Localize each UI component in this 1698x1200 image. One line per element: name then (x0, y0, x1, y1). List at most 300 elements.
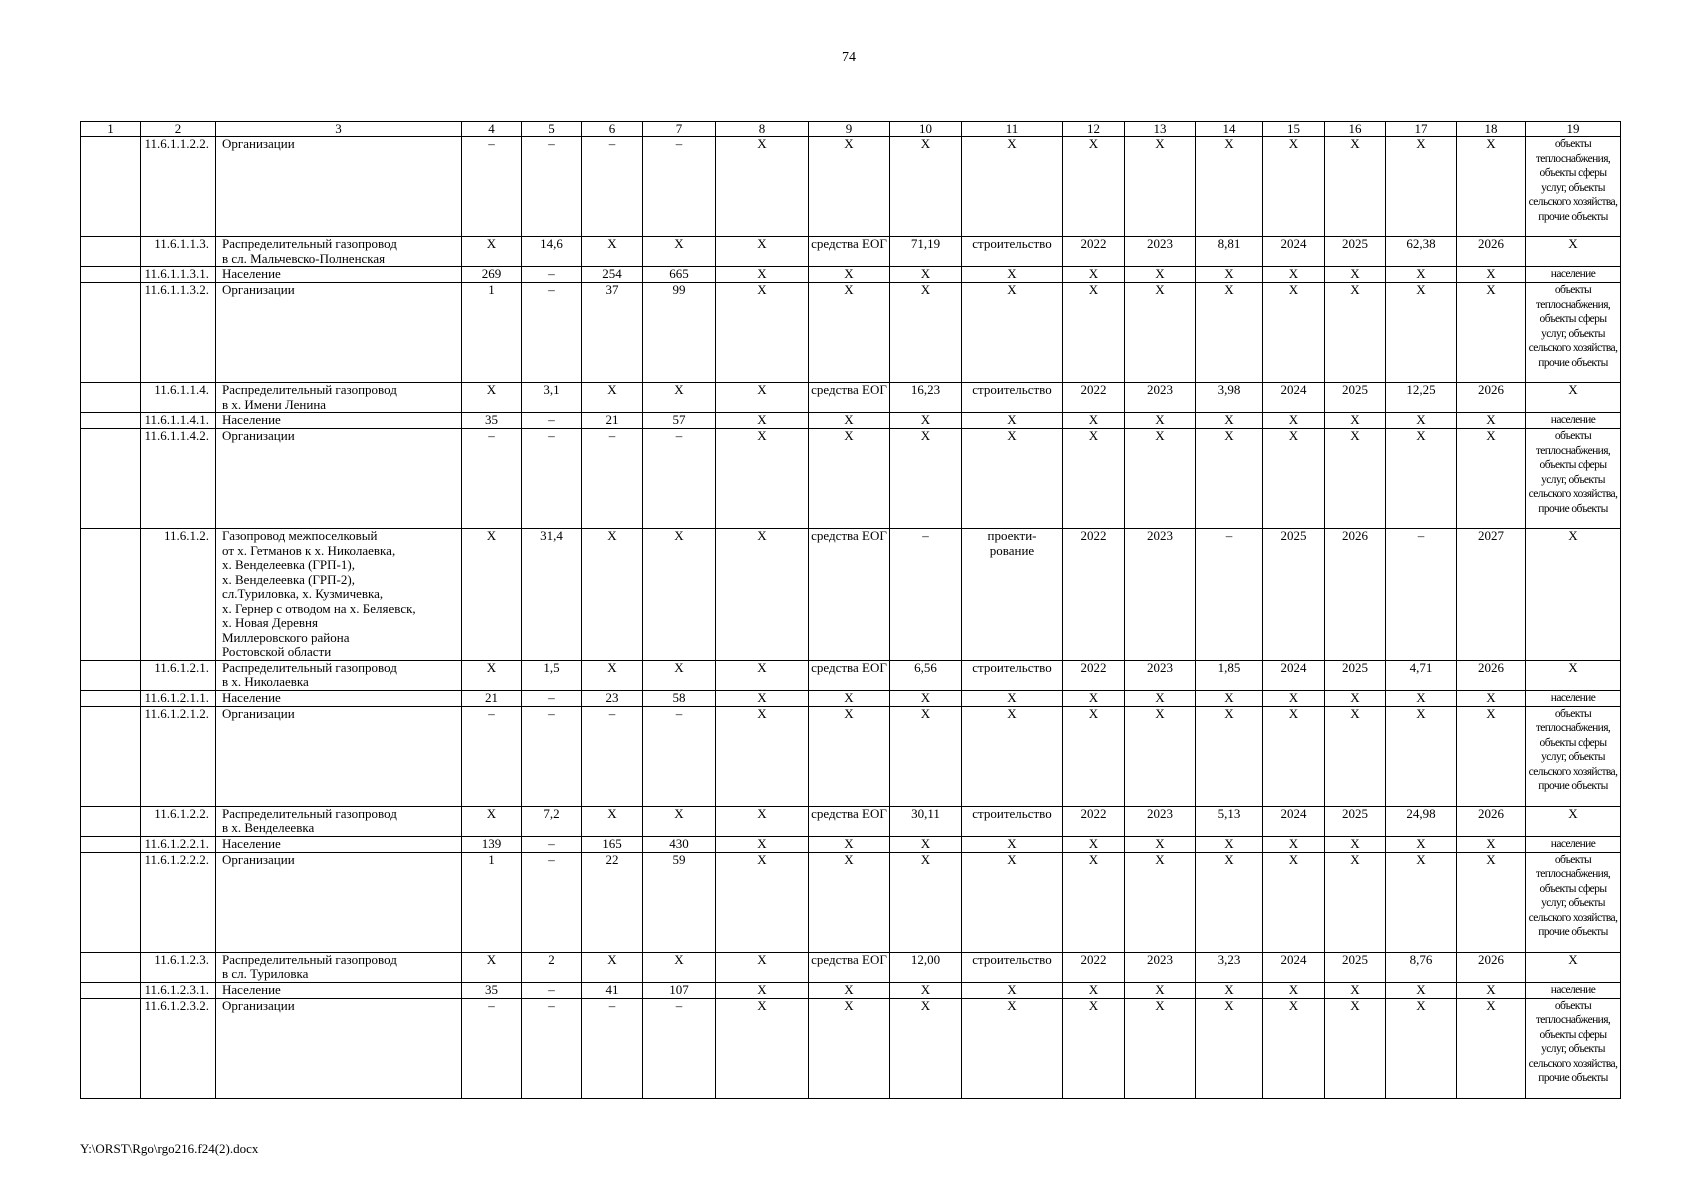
table-cell-col1 (81, 529, 141, 661)
table-cell-col12: Х (1063, 429, 1125, 529)
table-cell-col9: Х (809, 706, 890, 806)
table-cell-col16: Х (1325, 836, 1386, 852)
table-cell-col16: 2025 (1325, 237, 1386, 267)
table-cell-col14: Х (1196, 413, 1263, 429)
table-cell-col13: Х (1125, 429, 1196, 529)
table-cell-col15: Х (1263, 137, 1325, 237)
table-cell-col18: Х (1457, 852, 1526, 952)
table-cell-col15: Х (1263, 852, 1325, 952)
table-cell-col4: 269 (462, 267, 522, 283)
table-row (81, 237, 1621, 267)
table-row (81, 660, 1621, 690)
table-cell-col16: Х (1325, 283, 1386, 383)
table-cell-col2: 11.6.1.2.1. (141, 660, 216, 690)
table-cell-col1 (81, 690, 141, 706)
table-cell-col17: Х (1386, 836, 1457, 852)
header-cell-col18: 18 (1457, 122, 1526, 137)
table-cell-col4: – (462, 706, 522, 806)
table-cell-col19: Х (1526, 952, 1621, 982)
table-cell-col14: 3,98 (1196, 383, 1263, 413)
table-cell-col17: 4,71 (1386, 660, 1457, 690)
table-cell-col15: Х (1263, 413, 1325, 429)
table-cell-col2: 11.6.1.2.3. (141, 952, 216, 982)
table-cell-col16: 2025 (1325, 660, 1386, 690)
table-cell-col10: Х (890, 137, 962, 237)
table-cell-col10: 30,11 (890, 806, 962, 836)
table-cell-col3: Население (216, 982, 462, 998)
table-cell-col8: Х (716, 952, 809, 982)
header-cell-col14: 14 (1196, 122, 1263, 137)
table-cell-col1 (81, 852, 141, 952)
table-cell-col11: Х (962, 982, 1063, 998)
table-cell-col13: 2023 (1125, 660, 1196, 690)
table-cell-col13: Х (1125, 283, 1196, 383)
table-cell-col11: строительство (962, 237, 1063, 267)
table-cell-col10: Х (890, 690, 962, 706)
table-cell-col3: Организации (216, 706, 462, 806)
table-cell-col7: Х (643, 806, 716, 836)
table-cell-col17: 24,98 (1386, 806, 1457, 836)
table-cell-col12: 2022 (1063, 383, 1125, 413)
table-cell-col12: Х (1063, 283, 1125, 383)
table-cell-col2: 11.6.1.2.1.1. (141, 690, 216, 706)
table-cell-col4: Х (462, 237, 522, 267)
table-cell-col5: – (522, 690, 582, 706)
table-cell-col6: 41 (582, 982, 643, 998)
table-cell-col16: Х (1325, 852, 1386, 952)
table-cell-col3: Население (216, 413, 462, 429)
table-cell-col4: Х (462, 383, 522, 413)
table-cell-col19: объекты теплоснабжения, объекты сферы услуг, объекты сельского хозяйства, прочие объекты (1526, 998, 1621, 1098)
table-cell-col1 (81, 429, 141, 529)
table-cell-col17: Х (1386, 852, 1457, 952)
table-cell-col13: Х (1125, 852, 1196, 952)
table-cell-col15: 2025 (1263, 529, 1325, 661)
table-cell-col14: Х (1196, 267, 1263, 283)
table-cell-col10: Х (890, 706, 962, 806)
table-cell-col12: 2022 (1063, 529, 1125, 661)
table-cell-col6: Х (582, 806, 643, 836)
table-cell-col18: Х (1457, 429, 1526, 529)
table-cell-col2: 11.6.1.2.2.2. (141, 852, 216, 952)
table-cell-col11: Х (962, 137, 1063, 237)
table-row (81, 706, 1621, 806)
table-cell-col9: средства ЕОГ (809, 237, 890, 267)
table-cell-col19: население (1526, 836, 1621, 852)
table-cell-col11: проекти- рование (962, 529, 1063, 661)
table-cell-col14: Х (1196, 852, 1263, 952)
table-cell-col8: Х (716, 706, 809, 806)
table-cell-col13: Х (1125, 706, 1196, 806)
table-cell-col3: Организации (216, 998, 462, 1098)
table-cell-col9: средства ЕОГ (809, 383, 890, 413)
table-cell-col15: Х (1263, 283, 1325, 383)
table-cell-col7: Х (643, 383, 716, 413)
header-cell-col16: 16 (1325, 122, 1386, 137)
table-row (81, 806, 1621, 836)
table-cell-col8: Х (716, 283, 809, 383)
table-cell-col6: 22 (582, 852, 643, 952)
table-cell-col7: 57 (643, 413, 716, 429)
table-cell-col6: Х (582, 660, 643, 690)
table-cell-col16: Х (1325, 413, 1386, 429)
table-cell-col1 (81, 998, 141, 1098)
table-cell-col11: строительство (962, 660, 1063, 690)
table-cell-col15: Х (1263, 836, 1325, 852)
table-cell-col11: Х (962, 706, 1063, 806)
table-cell-col7: 58 (643, 690, 716, 706)
table-cell-col19: Х (1526, 660, 1621, 690)
table-cell-col16: 2025 (1325, 952, 1386, 982)
table-cell-col18: 2026 (1457, 806, 1526, 836)
table-row (81, 383, 1621, 413)
table-cell-col3: Население (216, 836, 462, 852)
table-cell-col1 (81, 137, 141, 237)
table-cell-col15: Х (1263, 998, 1325, 1098)
table-row (81, 998, 1621, 1098)
table-cell-col14: Х (1196, 998, 1263, 1098)
table-cell-col5: – (522, 137, 582, 237)
table-cell-col7: 99 (643, 283, 716, 383)
table-cell-col7: Х (643, 237, 716, 267)
table-cell-col8: Х (716, 529, 809, 661)
table-cell-col5: – (522, 413, 582, 429)
table-cell-col14: Х (1196, 690, 1263, 706)
table-cell-col7: 665 (643, 267, 716, 283)
table-cell-col12: 2022 (1063, 952, 1125, 982)
table-cell-col6: Х (582, 237, 643, 267)
table-cell-col12: 2022 (1063, 806, 1125, 836)
table-cell-col4: Х (462, 806, 522, 836)
table-cell-col11: Х (962, 998, 1063, 1098)
table-cell-col12: Х (1063, 998, 1125, 1098)
table-cell-col5: 31,4 (522, 529, 582, 661)
table-cell-col19: население (1526, 690, 1621, 706)
header-cell-col17: 17 (1386, 122, 1457, 137)
table-cell-col8: Х (716, 690, 809, 706)
table-cell-col2: 11.6.1.2.2. (141, 806, 216, 836)
table-cell-col7: 107 (643, 982, 716, 998)
table-cell-col3: Население (216, 267, 462, 283)
table-cell-col16: Х (1325, 137, 1386, 237)
table-cell-col16: Х (1325, 706, 1386, 806)
table-cell-col11: Х (962, 283, 1063, 383)
table-cell-col13: Х (1125, 413, 1196, 429)
table-cell-col4: – (462, 429, 522, 529)
data-table (80, 121, 1621, 1099)
header-cell-col2: 2 (141, 122, 216, 137)
table-cell-col7: – (643, 429, 716, 529)
table-cell-col2: 11.6.1.1.4.2. (141, 429, 216, 529)
table-cell-col16: Х (1325, 429, 1386, 529)
table-cell-col16: Х (1325, 690, 1386, 706)
table-row (81, 413, 1621, 429)
table-cell-col9: Х (809, 852, 890, 952)
table-cell-col2: 11.6.1.1.2.2. (141, 137, 216, 237)
table-cell-col5: 2 (522, 952, 582, 982)
table-cell-col13: Х (1125, 267, 1196, 283)
table-cell-col6: – (582, 706, 643, 806)
table-row (81, 982, 1621, 998)
table-cell-col13: Х (1125, 998, 1196, 1098)
table-cell-col17: Х (1386, 283, 1457, 383)
table-cell-col1 (81, 706, 141, 806)
table-cell-col3: Распределительный газопровод в сл. Мальчевско-Полненская (216, 237, 462, 267)
table-cell-col10: 12,00 (890, 952, 962, 982)
table-cell-col6: 21 (582, 413, 643, 429)
table-cell-col17: Х (1386, 137, 1457, 237)
table-cell-col17: Х (1386, 413, 1457, 429)
table-cell-col11: строительство (962, 383, 1063, 413)
table-row (81, 852, 1621, 952)
table-cell-col4: 139 (462, 836, 522, 852)
header-cell-col7: 7 (643, 122, 716, 137)
table-cell-col18: Х (1457, 283, 1526, 383)
table-cell-col10: Х (890, 998, 962, 1098)
table-cell-col17: Х (1386, 267, 1457, 283)
table-cell-col3: Распределительный газопровод в х. Венделеевка (216, 806, 462, 836)
table-cell-col3: Распределительный газопровод в сл. Туриловка (216, 952, 462, 982)
header-cell-col19: 19 (1526, 122, 1621, 137)
table-cell-col16: Х (1325, 982, 1386, 998)
table-cell-col12: Х (1063, 982, 1125, 998)
table-cell-col3: Организации (216, 137, 462, 237)
table-cell-col1 (81, 283, 141, 383)
table-cell-col2: 11.6.1.2. (141, 529, 216, 661)
table-cell-col19: объекты теплоснабжения, объекты сферы услуг, объекты сельского хозяйства, прочие объекты (1526, 283, 1621, 383)
table-cell-col17: 62,38 (1386, 237, 1457, 267)
table-cell-col14: 3,23 (1196, 952, 1263, 982)
header-cell-col3: 3 (216, 122, 462, 137)
table-cell-col9: Х (809, 836, 890, 852)
header-cell-col13: 13 (1125, 122, 1196, 137)
header-cell-col4: 4 (462, 122, 522, 137)
table-cell-col1 (81, 237, 141, 267)
table-cell-col13: 2023 (1125, 237, 1196, 267)
table-cell-col9: Х (809, 690, 890, 706)
table-cell-col19: население (1526, 267, 1621, 283)
table-cell-col7: – (643, 137, 716, 237)
header-cell-col8: 8 (716, 122, 809, 137)
table-cell-col17: Х (1386, 690, 1457, 706)
table-row (81, 690, 1621, 706)
table-cell-col3: Организации (216, 852, 462, 952)
table-cell-col3: Организации (216, 429, 462, 529)
table-cell-col18: Х (1457, 413, 1526, 429)
table-cell-col18: 2027 (1457, 529, 1526, 661)
table-cell-col12: Х (1063, 690, 1125, 706)
table-cell-col4: 1 (462, 852, 522, 952)
table-row (81, 137, 1621, 237)
table-cell-col14: Х (1196, 283, 1263, 383)
table-cell-col10: Х (890, 836, 962, 852)
table-cell-col13: 2023 (1125, 383, 1196, 413)
table-cell-col2: 11.6.1.1.4.1. (141, 413, 216, 429)
table-cell-col17: – (1386, 529, 1457, 661)
table-cell-col14: Х (1196, 137, 1263, 237)
table-cell-col12: Х (1063, 413, 1125, 429)
table-cell-col19: объекты теплоснабжения, объекты сферы услуг, объекты сельского хозяйства, прочие объекты (1526, 852, 1621, 952)
table-cell-col8: Х (716, 836, 809, 852)
table-cell-col5: – (522, 429, 582, 529)
table-cell-col18: Х (1457, 998, 1526, 1098)
table-cell-col15: 2024 (1263, 237, 1325, 267)
table-cell-col13: Х (1125, 982, 1196, 998)
table-cell-col16: 2026 (1325, 529, 1386, 661)
table-cell-col2: 11.6.1.1.3.2. (141, 283, 216, 383)
table-cell-col19: население (1526, 413, 1621, 429)
table-cell-col13: 2023 (1125, 806, 1196, 836)
table-cell-col7: 430 (643, 836, 716, 852)
table-cell-col5: – (522, 283, 582, 383)
table-cell-col15: 2024 (1263, 806, 1325, 836)
table-cell-col13: Х (1125, 690, 1196, 706)
table-cell-col19: объекты теплоснабжения, объекты сферы услуг, объекты сельского хозяйства, прочие объекты (1526, 706, 1621, 806)
table-cell-col9: средства ЕОГ (809, 660, 890, 690)
table-cell-col18: 2026 (1457, 237, 1526, 267)
table-cell-col12: Х (1063, 137, 1125, 237)
table-cell-col5: 14,6 (522, 237, 582, 267)
table-row (81, 429, 1621, 529)
table-cell-col2: 11.6.1.2.2.1. (141, 836, 216, 852)
table-cell-col9: Х (809, 413, 890, 429)
table-cell-col6: Х (582, 529, 643, 661)
table-cell-col1 (81, 806, 141, 836)
table-cell-col10: Х (890, 982, 962, 998)
table-cell-col5: – (522, 836, 582, 852)
header-cell-col10: 10 (890, 122, 962, 137)
header-cell-col1: 1 (81, 122, 141, 137)
table-cell-col10: Х (890, 852, 962, 952)
table-row (81, 283, 1621, 383)
table-cell-col15: 2024 (1263, 660, 1325, 690)
table-cell-col18: 2026 (1457, 383, 1526, 413)
table-cell-col7: – (643, 998, 716, 1098)
table-cell-col18: Х (1457, 982, 1526, 998)
table-cell-col2: 11.6.1.1.4. (141, 383, 216, 413)
table-cell-col10: Х (890, 429, 962, 529)
table-cell-col19: объекты теплоснабжения, объекты сферы услуг, объекты сельского хозяйства, прочие объекты (1526, 137, 1621, 237)
table-cell-col6: 23 (582, 690, 643, 706)
table-cell-col13: Х (1125, 836, 1196, 852)
table-cell-col5: – (522, 998, 582, 1098)
table-cell-col17: Х (1386, 998, 1457, 1098)
table-cell-col13: 2023 (1125, 529, 1196, 661)
table-cell-col8: Х (716, 660, 809, 690)
table-cell-col19: Х (1526, 237, 1621, 267)
table-cell-col7: – (643, 706, 716, 806)
table-cell-col17: 8,76 (1386, 952, 1457, 982)
table-row (81, 952, 1621, 982)
header-cell-col5: 5 (522, 122, 582, 137)
table-cell-col1 (81, 660, 141, 690)
table-cell-col11: Х (962, 690, 1063, 706)
table-cell-col9: Х (809, 137, 890, 237)
table-cell-col8: Х (716, 267, 809, 283)
table-cell-col1 (81, 413, 141, 429)
table-cell-col11: Х (962, 836, 1063, 852)
table-cell-col5: – (522, 852, 582, 952)
table-cell-col3: Газопровод межпоселковый от х. Гетманов к х. Николаевка, х. Венделеевка (ГРП-1), х. Венделеевка (ГРП-2), сл.Туриловка, х. Кузмичевка, х. Гернер с отводом на х. Беляевск, х. Новая Деревня Миллеровского района Ростовской области (216, 529, 462, 661)
table-cell-col15: 2024 (1263, 383, 1325, 413)
table-cell-col5: – (522, 267, 582, 283)
table-cell-col6: 254 (582, 267, 643, 283)
table-cell-col18: 2026 (1457, 660, 1526, 690)
table-cell-col1 (81, 383, 141, 413)
table-cell-col6: – (582, 137, 643, 237)
footer-file-path: Y:\ORST\Rgo\rgo216.f24(2).docx (80, 1141, 259, 1156)
table-cell-col10: Х (890, 283, 962, 383)
table-cell-col12: 2022 (1063, 237, 1125, 267)
header-cell-col12: 12 (1063, 122, 1125, 137)
page-number: 74 (842, 50, 856, 65)
table-cell-col7: Х (643, 529, 716, 661)
table-cell-col11: строительство (962, 952, 1063, 982)
table-cell-col4: – (462, 137, 522, 237)
table-cell-col19: Х (1526, 383, 1621, 413)
table-cell-col4: Х (462, 952, 522, 982)
table-cell-col14: Х (1196, 429, 1263, 529)
header-cell-col9: 9 (809, 122, 890, 137)
table-cell-col5: 1,5 (522, 660, 582, 690)
table-cell-col14: 1,85 (1196, 660, 1263, 690)
table-cell-col16: Х (1325, 267, 1386, 283)
table-cell-col10: 16,23 (890, 383, 962, 413)
table-cell-col9: Х (809, 429, 890, 529)
table-cell-col8: Х (716, 852, 809, 952)
table-cell-col17: Х (1386, 429, 1457, 529)
table-cell-col5: – (522, 706, 582, 806)
table-row (81, 529, 1621, 661)
table-cell-col1 (81, 267, 141, 283)
table-cell-col12: Х (1063, 267, 1125, 283)
table-cell-col4: Х (462, 529, 522, 661)
table-cell-col8: Х (716, 413, 809, 429)
table-cell-col17: Х (1386, 982, 1457, 998)
header-cell-col6: 6 (582, 122, 643, 137)
table-cell-col15: Х (1263, 706, 1325, 806)
table-cell-col11: строительство (962, 806, 1063, 836)
table-cell-col9: Х (809, 982, 890, 998)
table-cell-col10: 6,56 (890, 660, 962, 690)
table-cell-col7: Х (643, 952, 716, 982)
table-cell-col10: – (890, 529, 962, 661)
table-cell-col2: 11.6.1.1.3.1. (141, 267, 216, 283)
table-cell-col2: 11.6.1.2.3.1. (141, 982, 216, 998)
table-cell-col6: – (582, 998, 643, 1098)
table-cell-col7: 59 (643, 852, 716, 952)
table-cell-col15: 2024 (1263, 952, 1325, 982)
table-cell-col6: 37 (582, 283, 643, 383)
table-cell-col17: 12,25 (1386, 383, 1457, 413)
table-cell-col6: – (582, 429, 643, 529)
table-cell-col11: Х (962, 413, 1063, 429)
table-cell-col12: Х (1063, 852, 1125, 952)
table-cell-col2: 11.6.1.2.3.2. (141, 998, 216, 1098)
table-cell-col3: Организации (216, 283, 462, 383)
table-cell-col4: 35 (462, 413, 522, 429)
table-cell-col4: 1 (462, 283, 522, 383)
table-cell-col17: Х (1386, 706, 1457, 806)
table-cell-col7: Х (643, 660, 716, 690)
header-cell-col11: 11 (962, 122, 1063, 137)
table-cell-col5: 7,2 (522, 806, 582, 836)
table-cell-col11: Х (962, 429, 1063, 529)
table-cell-col14: – (1196, 529, 1263, 661)
table-cell-col8: Х (716, 998, 809, 1098)
table-cell-col12: Х (1063, 836, 1125, 852)
table-cell-col14: Х (1196, 706, 1263, 806)
